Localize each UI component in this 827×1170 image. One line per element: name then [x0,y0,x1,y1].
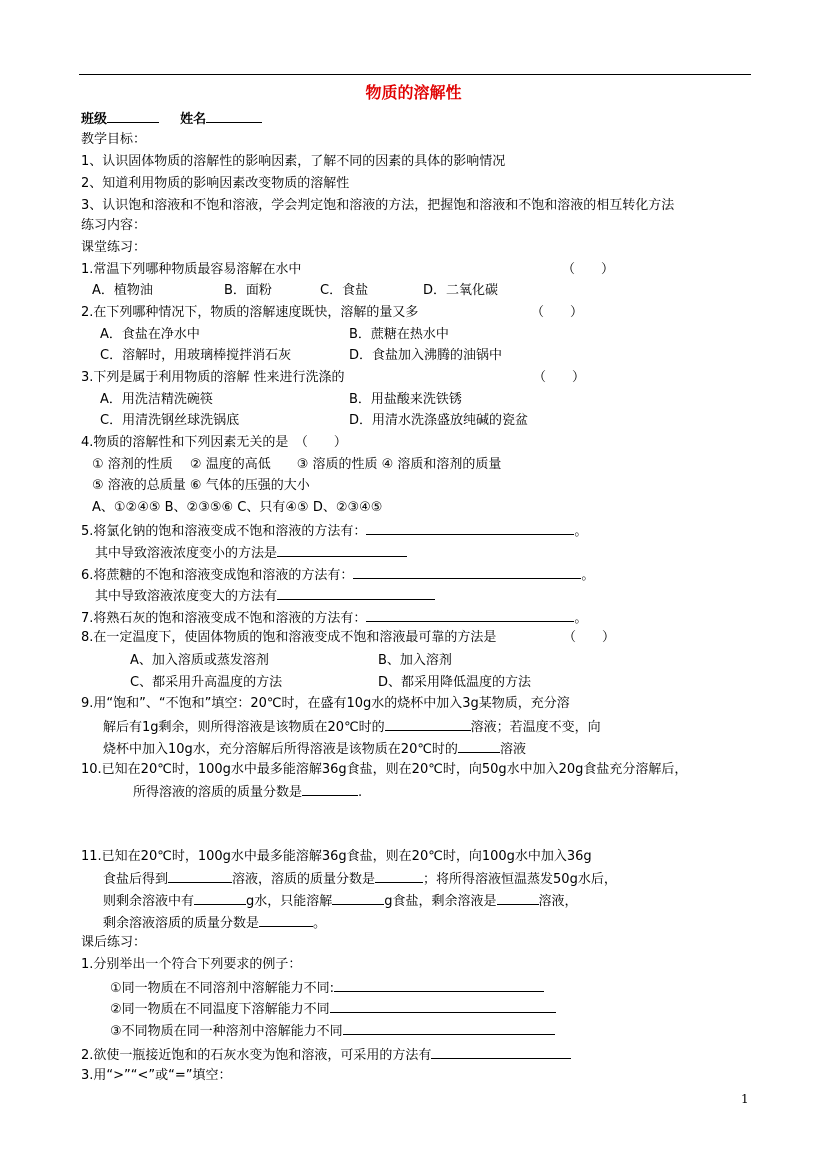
option: D．食盐加入沸腾的油锅中 [349,348,503,363]
question-text: ；将所得溶液恒温蒸发50g水后， [423,872,617,887]
punctuation: 。 [574,611,588,626]
question-text: 所得溶液的溶质的质量分数是 [133,785,303,800]
answer-blank[interactable] [259,914,313,927]
option: B、加入溶剂 [378,653,452,668]
question-line [81,566,594,584]
question-stem: 5.将氯化钠的饱和溶液变成不饱和溶液的方法有： [81,524,367,539]
answer-blank[interactable] [277,587,435,600]
answer-bracket[interactable]: （ ） [531,305,584,320]
objective-item: 2、知道利用物质的影响因素改变物质的溶解性 [81,176,350,191]
question-stem: 1.常温下列哪种物质最容易溶解在水中 [81,262,302,277]
option: C、都采用升高温度的方法 [130,675,283,690]
option: D．二氧化碳 [423,283,499,298]
question-line [81,609,587,627]
page-number: 1 [741,1092,749,1106]
sub-question: 其中导致溶液浓度变小的方法是 [95,546,278,561]
answer-blank[interactable] [366,522,574,535]
name-blank[interactable] [206,110,262,123]
question-text: g食盐，剩余溶液是 [384,894,497,909]
answer-blank[interactable] [330,1000,556,1013]
question-stem: 4.物质的溶解性和下列因素无关的是 （ ） [81,435,347,450]
question-stem: 10.已知在20℃时，100g水中最多能溶解36g食盐，则在20℃时，向50g水中加入20g食盐充分溶解后， [81,762,688,777]
question-text: 解后有1g剩余，则所得溶液是该物质在20℃时的 [103,720,385,735]
objective-item: 3、认识饱和溶液和不饱和溶液，学会判定饱和溶液的方法，把握饱和溶液和不饱和溶液的相互转化方法 [81,198,675,213]
question-line [110,979,544,997]
sub-question: ②同一物质在不同温度下溶解能力不同 [110,1002,330,1017]
objectives-heading: 教学目标： [81,132,147,147]
answer-blank[interactable] [366,609,574,622]
practice-heading: 练习内容： [81,218,147,233]
question-stem: 11.已知在20℃时，100g水中最多能溶解36g食盐，则在20℃时，向100g水中加入36g [81,849,592,864]
answer-blank[interactable] [277,544,407,557]
answer-blank[interactable] [332,892,384,905]
page-title: 物质的溶解性 [365,83,462,102]
answer-blank[interactable] [375,870,423,883]
question-text: 烧杯中加入10g水，充分溶解后所得溶液是该物质在20℃时的 [103,742,458,757]
answer-blank[interactable] [458,740,500,753]
question-line [95,544,407,562]
sub-question: ①同一物质在不同溶剂中溶解能力不同: [110,981,335,996]
question-line [133,783,362,801]
answer-blank[interactable] [194,892,246,905]
answer-blank[interactable] [497,892,539,905]
class-name-line [81,110,262,128]
answer-bracket[interactable]: （ ） [562,262,615,277]
question-stem: 2.在下列哪种情况下，物质的溶解速度既快，溶解的量又多 [81,305,419,320]
punctuation: 。 [313,916,327,931]
question-line [103,718,601,736]
answer-blank[interactable] [343,1022,555,1035]
question-stem: 3.用“>”“<”或“=”填空： [81,1068,232,1083]
name-label: 姓名 [180,112,207,127]
factor-list: ⑤ 溶液的总质量 ⑥ 气体的压强的大小 [92,478,310,493]
question-stem: 2.欲使一瓶接近饱和的石灰水变为饱和溶液，可采用的方法有 [81,1048,432,1063]
header-rule [79,74,751,75]
factor-list: ① 溶剂的性质 ② 温度的高低 ③ 溶质的性质 ④ 溶质和溶剂的质量 [92,457,502,472]
option: C．溶解时，用玻璃棒搅拌消石灰 [100,348,292,363]
option: A、加入溶质或蒸发溶剂 [130,653,269,668]
question-stem: 7.将熟石灰的饱和溶液变成不饱和溶液的方法有： [81,611,367,626]
objective-item: 1、认识固体物质的溶解性的影响因素，了解不同的因素的具体的影响情况 [81,154,506,169]
option: B．蔗糖在热水中 [349,327,449,342]
option-line: A、①②④⑤ B、②③⑤⑥ C、只有④⑤ D、②③④⑤ [92,500,383,515]
answer-blank[interactable] [302,783,358,796]
question-stem: 3.下列是属于利用物质的溶解 性来进行洗涤的 [81,370,345,385]
class-practice-heading: 课堂练习： [81,240,147,255]
question-text: g水，只能溶解 [246,894,333,909]
after-class-heading: 课后练习： [81,935,147,950]
question-line [103,870,617,888]
question-text: 食盐后得到 [103,872,169,887]
question-text: 则剩余溶液中有 [103,894,195,909]
sub-question: 其中导致溶液浓度变大的方法有 [95,589,278,604]
question-text: 溶液， [538,894,578,909]
question-text: 溶液，溶质的质量分数是 [232,872,376,887]
answer-blank[interactable] [168,870,232,883]
option: B．用盐酸来洗铁锈 [349,392,462,407]
answer-blank[interactable] [353,566,581,579]
class-label: 班级 [81,112,108,127]
answer-blank[interactable] [334,979,544,992]
question-line [110,1022,555,1040]
question-stem: 9.用“饱和”、“不饱和”填空：20℃时，在盛有10g水的烧杯中加入3g某物质，充分溶 [81,696,570,711]
question-line [103,740,526,758]
punctuation: 。 [574,524,588,539]
sub-question: ③不同物质在同一种溶剂中溶解能力不同 [110,1024,343,1039]
question-line [81,522,587,540]
question-line [103,914,326,932]
question-line [103,892,578,910]
question-text: 剩余溶液溶质的质量分数是 [103,916,260,931]
answer-bracket[interactable]: （ ） [563,630,616,645]
question-line [95,587,435,605]
option: B．面粉 [224,283,272,298]
question-text: 溶液 [499,742,526,757]
question-line [81,1046,571,1064]
question-text: 溶液；若温度不变，向 [470,720,601,735]
question-stem: 1.分别举出一个符合下列要求的例子： [81,957,302,972]
question-stem: 6.将蔗糖的不饱和溶液变成饱和溶液的方法有： [81,568,354,583]
punctuation: . [358,785,363,800]
answer-blank[interactable] [385,718,471,731]
option: A．食盐在净水中 [100,327,200,342]
question-line [110,1000,556,1018]
option: C．用清洗钢丝球洗锅底 [100,413,240,428]
option: D、都采用降低温度的方法 [378,675,532,690]
answer-bracket[interactable]: （ ） [533,370,586,385]
option: C．食盐 [320,283,369,298]
punctuation: 。 [581,568,595,583]
option: D．用清水洗涤盛放纯碱的瓷盆 [349,413,529,428]
question-stem: 8.在一定温度下，使固体物质的饱和溶液变成不饱和溶液最可靠的方法是 [81,630,497,645]
option: A．植物油 [92,283,153,298]
answer-blank[interactable] [431,1046,571,1059]
class-blank[interactable] [107,110,159,123]
option: A．用洗洁精洗碗筷 [100,392,213,407]
